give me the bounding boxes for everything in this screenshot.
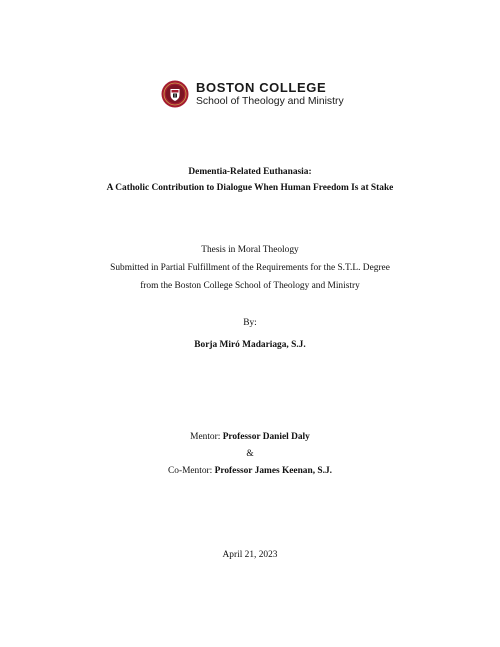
submission-date: April 21, 2023 — [222, 550, 278, 560]
ampersand: & — [246, 449, 254, 459]
submission-statement: Submitted in Partial Fulfillment of the Requirements for the S.T.L. Degree — [110, 263, 390, 273]
logo-institution-name: BOSTON COLLEGE — [196, 80, 327, 95]
by-label: By: — [243, 318, 257, 328]
boston-college-seal-icon — [161, 80, 189, 108]
thesis-title-line-2: A Catholic Contribution to Dialogue When Human Freedom Is at Stake — [106, 183, 394, 193]
thesis-type: Thesis in Moral Theology — [201, 245, 299, 255]
comentor-name: Professor James Keenan, S.J. — [214, 466, 332, 476]
comentor-label: Co-Mentor: — [168, 466, 215, 476]
mentor-line — [0, 431, 500, 443]
submission-institution: from the Boston College School of Theology and Ministry — [140, 281, 360, 291]
author-name: Borja Miró Madariaga, S.J. — [194, 340, 306, 350]
thesis-title-line-1: Dementia-Related Euthanasia: — [188, 167, 312, 177]
boston-college-logo — [161, 80, 344, 108]
mentor-label: Mentor: — [190, 432, 223, 442]
comentor-line — [0, 465, 500, 477]
mentor-name: Professor Daniel Daly — [222, 432, 310, 442]
logo-school-name: School of Theology and Ministry — [196, 96, 344, 107]
